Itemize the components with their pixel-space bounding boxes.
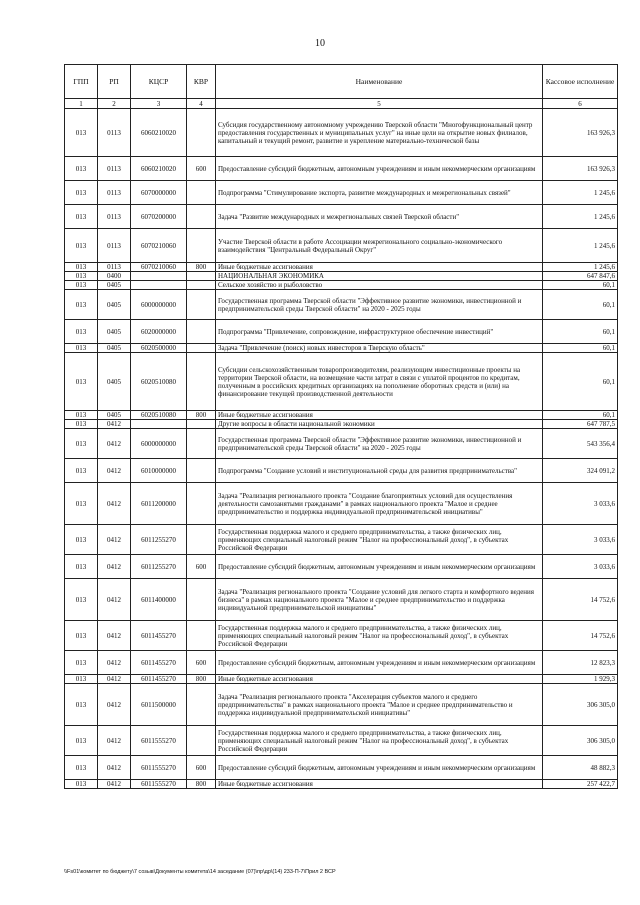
cell-rp: 0412 <box>98 684 131 726</box>
cell-name: Государственная поддержка малого и среднего предпринимательства, а также физических лиц, применяющих специальный налоговый режим "Налог на профессиональный доход", в субъектах Российской Федерации <box>216 726 543 756</box>
cell-gpp: 013 <box>65 555 98 579</box>
cell-kcsr <box>131 272 187 281</box>
cell-kcsr: 6000000000 <box>131 290 187 320</box>
cell-kvr: 800 <box>187 675 216 684</box>
cell-rp: 0412 <box>98 726 131 756</box>
table-row <box>65 157 618 181</box>
cell-gpp: 013 <box>65 353 98 411</box>
cell-amount: 306 305,0 <box>543 726 618 756</box>
header-kcsr: КЦСР <box>131 65 187 99</box>
cell-rp: 0412 <box>98 579 131 621</box>
table-body <box>65 109 618 789</box>
cell-kvr <box>187 290 216 320</box>
cell-kvr <box>187 459 216 483</box>
cell-kcsr: 6011500000 <box>131 684 187 726</box>
file-path-footer: \\Fs01\комитет по бюджету\7 созыв\Документы комитета\14 заседание (07)\пр\др\(14) 233-П-7\Прил 2 ВСР <box>64 869 336 875</box>
cell-gpp: 013 <box>65 290 98 320</box>
cell-gpp: 013 <box>65 621 98 651</box>
table-row <box>65 272 618 281</box>
table-row <box>65 459 618 483</box>
cell-kcsr: 6010000000 <box>131 459 187 483</box>
cell-kvr <box>187 684 216 726</box>
budget-table <box>64 64 618 789</box>
table-row <box>65 555 618 579</box>
table-row <box>65 353 618 411</box>
table-row <box>65 525 618 555</box>
cell-gpp: 013 <box>65 344 98 353</box>
column-number: 1 <box>65 99 98 109</box>
cell-name: Задача "Реализация регионального проекта "Акселерация субъектов малого и среднего предпринимательства" в рамках национального проекта "Малое и среднее предпринимательство и поддержка индивидуальной предпринимательской инициативы" <box>216 684 543 726</box>
table-row <box>65 483 618 525</box>
cell-kvr <box>187 483 216 525</box>
cell-gpp: 013 <box>65 272 98 281</box>
cell-gpp: 013 <box>65 756 98 780</box>
cell-name: Государственная программа Тверской области "Эффективное развитие экономики, инвестиционной и предпринимательской среды Тверской области" на 2020 - 2025 годы <box>216 290 543 320</box>
column-number: 6 <box>543 99 618 109</box>
cell-rp: 0113 <box>98 181 131 205</box>
header-gpp: ГПП <box>65 65 98 99</box>
cell-name: Задача "Реализация регионального проекта "Создание условий для легкого старта и комфортного ведения бизнеса" в рамках национального проекта "Малое и среднее предпринимательство и поддержка индивидуальной предпринимательской инициативы" <box>216 579 543 621</box>
cell-rp: 0412 <box>98 420 131 429</box>
cell-kcsr: 6020000000 <box>131 320 187 344</box>
cell-kcsr: 6011200000 <box>131 483 187 525</box>
cell-gpp: 013 <box>65 411 98 420</box>
cell-rp: 0405 <box>98 353 131 411</box>
cell-kcsr <box>131 420 187 429</box>
cell-kvr: 800 <box>187 263 216 272</box>
cell-kcsr: 6011455270 <box>131 621 187 651</box>
cell-amount: 1 245,6 <box>543 229 618 263</box>
cell-kcsr: 6070200000 <box>131 205 187 229</box>
cell-rp: 0412 <box>98 555 131 579</box>
cell-name: Иные бюджетные ассигнования <box>216 675 543 684</box>
cell-gpp: 013 <box>65 429 98 459</box>
cell-kcsr <box>131 281 187 290</box>
cell-amount: 14 752,6 <box>543 579 618 621</box>
cell-name: Подпрограмма "Привлечение, сопровождение, инфраструктурное обеспечение инвестиций" <box>216 320 543 344</box>
cell-kcsr: 6011255270 <box>131 555 187 579</box>
cell-kvr <box>187 320 216 344</box>
cell-kcsr: 6020510080 <box>131 411 187 420</box>
cell-name: Предоставление субсидий бюджетным, автономным учреждениям и иным некоммерческим организациям <box>216 157 543 181</box>
table-row <box>65 411 618 420</box>
page-number: 10 <box>315 38 325 49</box>
table-row <box>65 684 618 726</box>
cell-gpp: 013 <box>65 579 98 621</box>
cell-gpp: 013 <box>65 459 98 483</box>
cell-kcsr: 6011455270 <box>131 675 187 684</box>
cell-name: Субсидии сельскохозяйственным товаропроизводителям, реализующим инвестиционные проекты на территории Тверской области, на возмещение части затрат в связи с уплатой процентов по кредитам, полученным в российских кредитных организациях на пополнение оборотных средств и (или) на финансирование текущей производственной деятельности <box>216 353 543 411</box>
cell-rp: 0412 <box>98 429 131 459</box>
cell-rp: 0113 <box>98 229 131 263</box>
cell-kvr <box>187 272 216 281</box>
cell-name: Задача "Развитие международных и межрегиональных связей Тверской области" <box>216 205 543 229</box>
cell-rp: 0113 <box>98 109 131 157</box>
cell-rp: 0405 <box>98 320 131 344</box>
cell-gpp: 013 <box>65 684 98 726</box>
cell-gpp: 013 <box>65 525 98 555</box>
table-row <box>65 675 618 684</box>
cell-amount: 60,1 <box>543 320 618 344</box>
cell-kvr <box>187 621 216 651</box>
cell-name: Участие Тверской области в работе Ассоциации межрегионального социально-экономического взаимодействия "Центральный Федеральный Округ" <box>216 229 543 263</box>
cell-kvr: 600 <box>187 756 216 780</box>
cell-kvr <box>187 525 216 555</box>
cell-name: Иные бюджетные ассигнования <box>216 411 543 420</box>
cell-rp: 0412 <box>98 780 131 789</box>
table-row <box>65 109 618 157</box>
cell-amount: 60,1 <box>543 411 618 420</box>
cell-rp: 0412 <box>98 621 131 651</box>
cell-name: Сельское хозяйство и рыболовство <box>216 281 543 290</box>
cell-name: Подпрограмма "Создание условий и институциональной среды для развития предпринимательства" <box>216 459 543 483</box>
cell-rp: 0113 <box>98 263 131 272</box>
cell-kcsr: 6011255270 <box>131 525 187 555</box>
column-number: 5 <box>216 99 543 109</box>
cell-rp: 0412 <box>98 459 131 483</box>
cell-amount: 12 823,3 <box>543 651 618 675</box>
cell-kcsr: 6070210060 <box>131 263 187 272</box>
cell-rp: 0405 <box>98 344 131 353</box>
cell-rp: 0400 <box>98 272 131 281</box>
cell-amount: 60,1 <box>543 290 618 320</box>
cell-amount: 48 882,3 <box>543 756 618 780</box>
cell-gpp: 013 <box>65 483 98 525</box>
cell-gpp: 013 <box>65 157 98 181</box>
cell-amount: 3 033,6 <box>543 555 618 579</box>
header-name: Наименование <box>216 65 543 99</box>
cell-amount: 324 091,2 <box>543 459 618 483</box>
cell-name: Иные бюджетные ассигнования <box>216 263 543 272</box>
cell-kcsr: 6011455270 <box>131 651 187 675</box>
table-row <box>65 344 618 353</box>
table-row <box>65 780 618 789</box>
cell-kcsr: 6011400000 <box>131 579 187 621</box>
cell-kvr <box>187 205 216 229</box>
cell-kvr <box>187 229 216 263</box>
cell-rp: 0405 <box>98 411 131 420</box>
cell-gpp: 013 <box>65 263 98 272</box>
cell-kcsr: 6070210060 <box>131 229 187 263</box>
table-row <box>65 281 618 290</box>
cell-name: Государственная поддержка малого и среднего предпринимательства, а также физических лиц, применяющих специальный налоговый режим "Налог на профессиональный доход", в субъектах Российской Федерации <box>216 525 543 555</box>
cell-name: Государственная поддержка малого и среднего предпринимательства, а также физических лиц, применяющих специальный налоговый режим "Налог на профессиональный доход", в субъектах Российской Федерации <box>216 621 543 651</box>
table-row <box>65 263 618 272</box>
cell-name: Другие вопросы в области национальной экономики <box>216 420 543 429</box>
cell-rp: 0113 <box>98 157 131 181</box>
cell-rp: 0412 <box>98 675 131 684</box>
cell-rp: 0412 <box>98 651 131 675</box>
cell-kcsr: 6011555270 <box>131 780 187 789</box>
cell-gpp: 013 <box>65 109 98 157</box>
cell-name: Предоставление субсидий бюджетным, автономным учреждениям и иным некоммерческим организациям <box>216 651 543 675</box>
cell-kvr: 600 <box>187 157 216 181</box>
table-row <box>65 229 618 263</box>
column-number: 2 <box>98 99 131 109</box>
cell-name: Государственная программа Тверской области "Эффективное развитие экономики, инвестиционной и предпринимательской среды Тверской области" на 2020 - 2025 годы <box>216 429 543 459</box>
cell-name: Задача "Реализация регионального проекта "Создание благоприятных условий для осуществления деятельности самозанятыми гражданами" в рамках национального проекта "Малое и среднее предпринимательство и поддержка индивидуальной предпринимательской инициативы" <box>216 483 543 525</box>
cell-kcsr: 6011555270 <box>131 756 187 780</box>
table-row <box>65 181 618 205</box>
cell-amount: 14 752,6 <box>543 621 618 651</box>
cell-rp: 0412 <box>98 756 131 780</box>
cell-kvr <box>187 726 216 756</box>
cell-gpp: 013 <box>65 281 98 290</box>
header-rp: РП <box>98 65 131 99</box>
cell-gpp: 013 <box>65 205 98 229</box>
column-number: 4 <box>187 99 216 109</box>
cell-amount: 3 033,6 <box>543 525 618 555</box>
cell-kvr: 600 <box>187 555 216 579</box>
cell-kvr: 800 <box>187 780 216 789</box>
cell-gpp: 013 <box>65 726 98 756</box>
table-row <box>65 429 618 459</box>
cell-name: НАЦИОНАЛЬНАЯ ЭКОНОМИКА <box>216 272 543 281</box>
column-number-row <box>65 99 618 109</box>
cell-amount: 163 926,3 <box>543 109 618 157</box>
cell-kvr <box>187 344 216 353</box>
cell-amount: 1 245,6 <box>543 263 618 272</box>
table-row <box>65 320 618 344</box>
cell-amount: 163 926,3 <box>543 157 618 181</box>
cell-amount: 3 033,6 <box>543 483 618 525</box>
cell-rp: 0412 <box>98 525 131 555</box>
cell-amount: 257 422,7 <box>543 780 618 789</box>
table-row <box>65 205 618 229</box>
table-header-row <box>65 65 618 99</box>
cell-kvr <box>187 281 216 290</box>
cell-kvr: 600 <box>187 651 216 675</box>
cell-kvr <box>187 181 216 205</box>
cell-name: Задача "Привлечение (поиск) новых инвесторов в Тверскую область" <box>216 344 543 353</box>
cell-gpp: 013 <box>65 320 98 344</box>
cell-amount: 60,1 <box>543 353 618 411</box>
header-kvr: КВР <box>187 65 216 99</box>
cell-kvr <box>187 353 216 411</box>
cell-kvr <box>187 109 216 157</box>
cell-amount: 1 245,6 <box>543 205 618 229</box>
cell-amount: 306 305,0 <box>543 684 618 726</box>
cell-name: Предоставление субсидий бюджетным, автономным учреждениям и иным некоммерческим организациям <box>216 555 543 579</box>
cell-amount: 1 929,3 <box>543 675 618 684</box>
cell-name: Предоставление субсидий бюджетным, автономным учреждениям и иным некоммерческим организациям <box>216 756 543 780</box>
cell-kcsr: 6070000000 <box>131 181 187 205</box>
cell-kvr <box>187 429 216 459</box>
cell-kcsr: 6060210020 <box>131 109 187 157</box>
cell-gpp: 013 <box>65 780 98 789</box>
cell-amount: 647 847,6 <box>543 272 618 281</box>
cell-gpp: 013 <box>65 181 98 205</box>
cell-amount: 1 245,6 <box>543 181 618 205</box>
table-row <box>65 420 618 429</box>
cell-gpp: 013 <box>65 420 98 429</box>
table-row <box>65 651 618 675</box>
cell-rp: 0405 <box>98 281 131 290</box>
cell-amount: 60,1 <box>543 344 618 353</box>
table-row <box>65 726 618 756</box>
table-row <box>65 621 618 651</box>
cell-rp: 0113 <box>98 205 131 229</box>
cell-kcsr: 6011555270 <box>131 726 187 756</box>
cell-kcsr: 6020500000 <box>131 344 187 353</box>
table-row <box>65 290 618 320</box>
cell-kvr <box>187 579 216 621</box>
table-row <box>65 756 618 780</box>
header-amount: Кассовое исполнение <box>543 65 618 99</box>
table-row <box>65 579 618 621</box>
cell-name: Субсидия государственному автономному учреждению Тверской области "Многофункциональный центр предоставления государственных и муниципальных услуг" на иные цели на открытие новых филиалов, капитальный и текущий ремонт, развитие и укрепление материально-технической базы <box>216 109 543 157</box>
cell-gpp: 013 <box>65 229 98 263</box>
cell-amount: 60,1 <box>543 281 618 290</box>
cell-gpp: 013 <box>65 651 98 675</box>
cell-amount: 543 356,4 <box>543 429 618 459</box>
cell-name: Иные бюджетные ассигнования <box>216 780 543 789</box>
cell-kcsr: 6020510080 <box>131 353 187 411</box>
cell-rp: 0412 <box>98 483 131 525</box>
cell-kcsr: 6060210020 <box>131 157 187 181</box>
cell-name: Подпрограмма "Стимулирование экспорта, развитие международных и межрегиональных связей" <box>216 181 543 205</box>
column-number: 3 <box>131 99 187 109</box>
cell-gpp: 013 <box>65 675 98 684</box>
cell-kcsr: 6000000000 <box>131 429 187 459</box>
cell-kvr <box>187 420 216 429</box>
cell-amount: 647 787,5 <box>543 420 618 429</box>
cell-kvr: 800 <box>187 411 216 420</box>
cell-rp: 0405 <box>98 290 131 320</box>
